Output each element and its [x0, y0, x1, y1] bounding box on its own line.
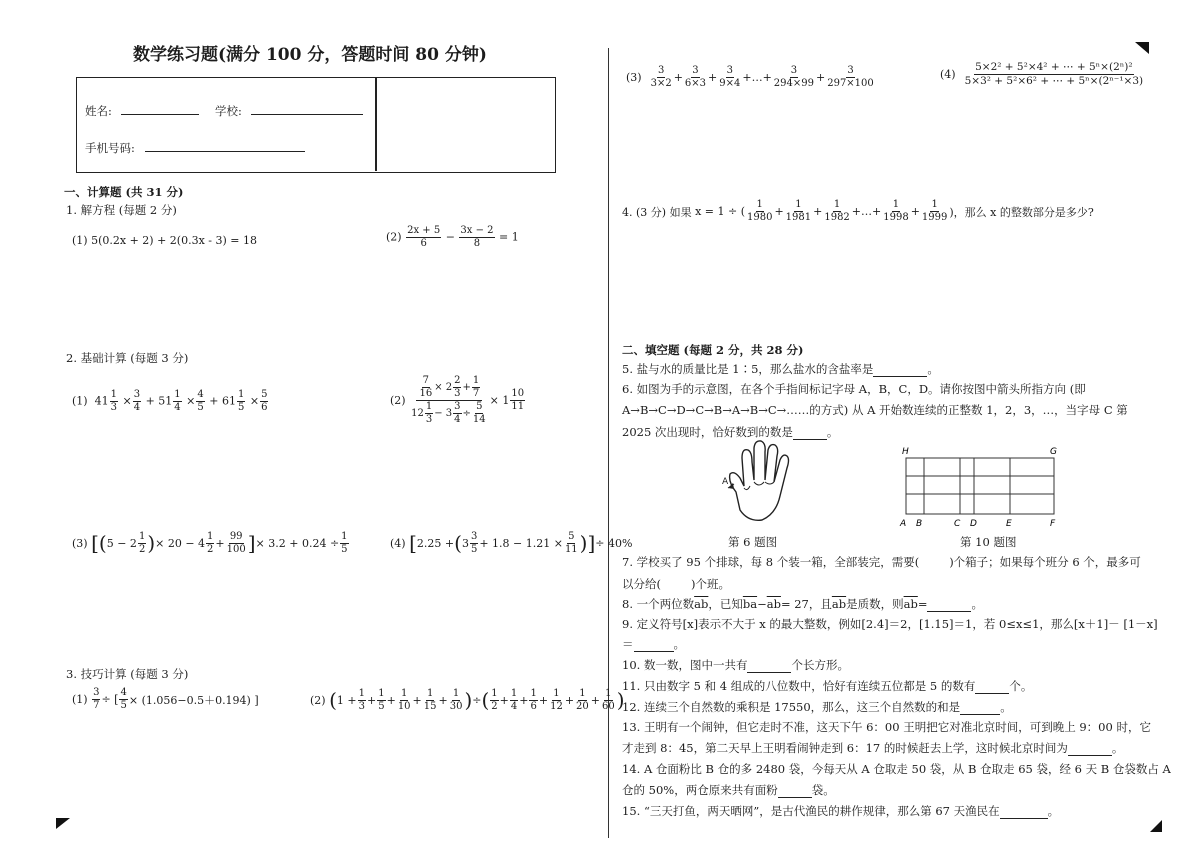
q2-part3: (3) [ ( 5 − 2 $\frac{1}{2}$ ) × 20 − 4 $\frac{1}{2}$ + $\frac{99}{100}$ ] × 3.2 + 0.24 ÷ $\frac{1}{5}$	[72, 530, 348, 555]
q8: 8. 一个两位数$\overline{ab}$，已知$\overline{ba}-\overline{ab}= 27$，且$\overline{ab}$是质数，则$\overline{ab}=$ 。	[622, 597, 983, 611]
q1-part2: (2) $\frac{2x + 5}{6}$ − $\frac{3x - 2}{8}$ = 1	[386, 225, 519, 249]
grid-label-d: D	[970, 519, 977, 529]
student-info-box	[76, 77, 556, 173]
grid-outer-rect	[906, 458, 1054, 514]
q5: 5. 盐与水的质量比是 1∶5，那么盐水的含盐率是 。	[622, 362, 939, 376]
grid-label-f: F	[1050, 519, 1056, 529]
q15-blank[interactable]	[1000, 806, 1048, 819]
rectangle-grid-figure	[896, 444, 1066, 534]
phone-field[interactable]	[145, 151, 305, 152]
q7-blank-boxes[interactable]	[919, 557, 949, 570]
name-field[interactable]	[121, 114, 199, 115]
q4-question: 4. (3 分) 如果 x = 1 ÷ ( $\frac{1}{1980}$ + $\frac{1}{1981}$ + $\frac{1}{1982}$ +…+ $\frac{1}{1998}$ + $\frac{1}{1999}$ )，那么 x 的整数部分是多少?	[622, 199, 1094, 223]
info-box-divider	[375, 78, 377, 171]
corner-mark-bottom-left	[56, 818, 70, 829]
q1-part4-power-fraction: (4) $\frac{\text{5×2² + 5²×4² + ⋯ + 5ⁿ×(2ⁿ)²}}{\text{5×3² + 5²×6² + ⋯ + 5ⁿ×(2ⁿ⁻¹×3)}}$	[940, 61, 1144, 87]
q15: 15. “三天打鱼，两天晒网”，是古代渔民的耕作规律，那么第 67 天渔民在 。	[622, 804, 1060, 818]
column-divider	[608, 48, 609, 838]
q2-part4: (4) [ 2.25 + ( 3 $\frac{3}{5}$ + 1.8 − 1.21 × $\frac{5}{11}$ ) ] ÷ 40%	[390, 530, 633, 555]
grid-label-c: C	[954, 519, 961, 529]
q1-part3-series: (3) $\frac{3}{3\times 2}$ + $\frac{3}{6\times 3}$ + $\frac{3}{9\times 4}$ +…+ $\frac{3}{294\times 99}$ + $\frac{3}{297\times 100}$	[626, 65, 874, 89]
q2-part1: (1) 41 $\frac{1}{3}$ × $\frac{3}{4}$ + 51 $\frac{1}{4}$ × $\frac{4}{5}$ + 61 $\frac{1}{5}$ × $\frac{5}{6}$	[72, 389, 268, 413]
corner-mark-bottom-right	[1150, 820, 1162, 832]
q7-blank-classes[interactable]	[661, 579, 691, 592]
q14-line2: 仓的 50%，两仓原来共有面粉 袋。	[622, 783, 835, 797]
grid-label-e: E	[1006, 519, 1012, 529]
school-field[interactable]	[251, 114, 363, 115]
q9-blank[interactable]	[634, 639, 674, 652]
q11: 11. 只由数字 5 和 4 组成的八位数中，恰好有连续五位都是 5 的数有 个。	[622, 679, 1033, 693]
q9-line1: 9. 定义符号[x]表示不大于 x 的最大整数，例如[2.4]＝2，[1.15]＝1，若 0≤x≤1，那么[x＋1]－ [1－x]	[622, 617, 1158, 631]
q2-heading: 2. 基础计算 (每题 3 分)	[66, 351, 189, 365]
q14-line1: 14. A 仓面粉比 B 仓的多 2480 袋，今每天从 A 仓取走 50 袋，从 B 仓取走 65 袋，经 6 天 B 仓袋数占 A	[622, 762, 1171, 776]
q10: 10. 数一数，图中一共有 个长方形。	[622, 658, 849, 672]
q12-blank[interactable]	[960, 702, 1000, 715]
q11-blank[interactable]	[975, 681, 1009, 694]
section1-heading: 一、计算题 (共 31 分)	[64, 185, 184, 199]
q7-line2: 以分给( )个班。	[622, 577, 730, 591]
q3-part2: (2) ( 1 + $\frac{1}{3}$ + $\frac{1}{5}$ + $\frac{1}{10}$ + $\frac{1}{15}$ + $\frac{1}{30}$ ) ÷ ( $\frac{1}{2}$ + $\frac{1}{4}$ + $\frac{1}{6}$ + $\frac{1}{12}$ + $\frac{1}{20}$ + $\frac{1}{60}$ )	[310, 687, 625, 712]
section2-heading: 二、填空题 (每题 2 分，共 28 分)	[622, 343, 804, 357]
grid-label-h: H	[902, 447, 909, 457]
q8-blank[interactable]	[927, 599, 971, 612]
fig10-caption: 第 10 题图	[960, 535, 1017, 549]
phone-label: 手机号码:	[85, 141, 135, 155]
q9-line2: ＝ 。	[622, 637, 685, 651]
q6-line3: 2025 次出现时，恰好数到的数是 。	[622, 425, 839, 439]
hand-label-a: A	[722, 477, 729, 487]
name-label: 姓名:	[85, 104, 112, 118]
q7-line1: 7. 学校买了 95 个排球，每 8 个装一箱，全部装完，需要( )个箱子；如果每个班分 6 个，最多可	[622, 555, 1141, 569]
grid-label-a: A	[900, 519, 907, 529]
q6-line1: 6. 如图为手的示意图，在各个手指间标记字母 A，B，C，D。请你按图中箭头所指方向 (即	[622, 382, 1086, 396]
q13-line1: 13. 王明有一个闹钟，但它走时不准，这天下午 6：00 王明把它对准北京时间，可到晚上 9：00 时，它	[622, 720, 1151, 734]
q6-line2: A→B→C→D→C→B→A→B→C→……的方式) 从 A 开始数连续的正整数 1，2，3，…，当字母 C 第	[622, 403, 1128, 417]
page-title: 数学练习题(满分 100 分，答题时间 80 分钟)	[133, 45, 487, 65]
q13-line2: 才走到 8：45，第二天早上王明看闹钟走到 6：17 的时候赶去上学，这时候北京时间为 。	[622, 741, 1124, 755]
q3-part1: (1) $\frac{3}{7}$ ÷ [ $\frac{4}{5}$ × (1.056−0.5＋0.194) ]	[72, 687, 259, 711]
hand-figure	[714, 436, 814, 532]
q12: 12. 连续三个自然数的乘积是 17550，那么，这三个自然数的和是 。	[622, 700, 1012, 714]
q1-part1: (1) 5(0.2x + 2) + 2(0.3x - 3) = 18	[72, 234, 257, 247]
q10-blank[interactable]	[747, 660, 791, 673]
q2-part2: (2) $\frac{7}{16}$ × 2 $\frac{2}{3}$ + $\frac{1}{7}$ 12 $\frac{1}{3}$ − 3 $\frac{3}{4}$ ÷ $\frac{5}{14}$ × 1 $\frac{10}{11}$	[390, 375, 525, 425]
q5-blank[interactable]	[873, 364, 927, 377]
q13-blank[interactable]	[1068, 743, 1112, 756]
school-label: 学校:	[215, 104, 242, 118]
q3-heading: 3. 技巧计算 (每题 3 分)	[66, 667, 189, 681]
q1-heading: 1. 解方程 (每题 2 分)	[66, 203, 177, 217]
corner-mark-top-right	[1135, 42, 1149, 54]
fig6-caption: 第 6 题图	[728, 535, 778, 549]
q14-blank[interactable]	[778, 785, 812, 798]
grid-label-g: G	[1050, 447, 1057, 457]
grid-label-b: B	[916, 519, 923, 529]
